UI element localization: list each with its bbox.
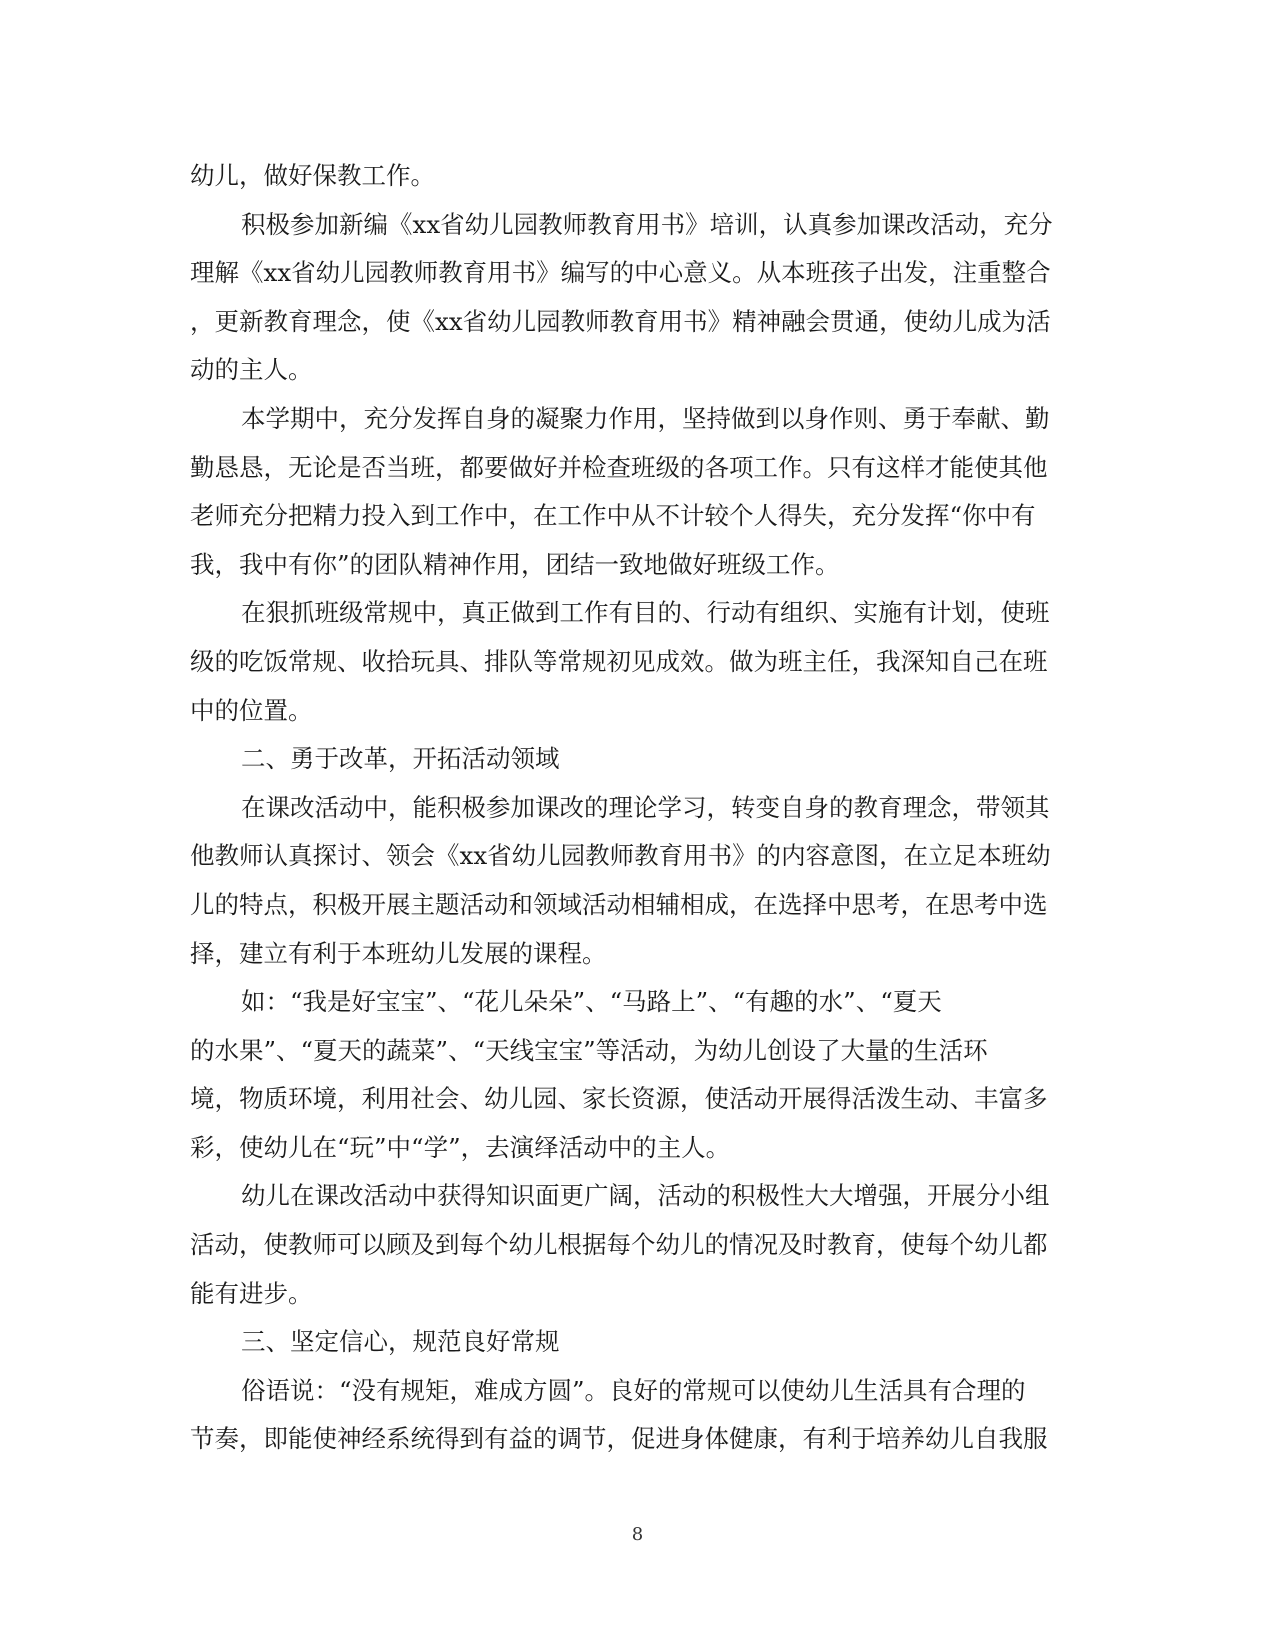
text-line: 能有进步。 xyxy=(190,1278,313,1308)
text-line: 如：“我是好宝宝”、“花儿朵朵”、“马路上”、“有趣的水”、“夏天 xyxy=(241,987,942,1017)
text-line: 的水果”、“夏天的蔬菜”、“天线宝宝”等活动，为幼儿创设了大量的生活环 xyxy=(190,1035,988,1065)
text-line: 老师充分把精力投入到工作中，在工作中从不计较个人得失，充分发挥“你中有 xyxy=(190,501,1036,531)
text-line: 在狠抓班级常规中，真正做到工作有目的、行动有组织、实施有计划，使班 xyxy=(241,598,1050,628)
text-line: 我，我中有你”的团队精神作用，团结一致地做好班级工作。 xyxy=(190,549,840,579)
text-line: 级的吃饭常规、收拾玩具、排队等常规初见成效。做为班主任，我深知自己在班 xyxy=(190,646,1048,676)
text-line: 中的位置。 xyxy=(190,695,313,725)
text-line: 他教师认真探讨、领会《xx省幼儿园教师教育用书》的内容意图，在立足本班幼 xyxy=(190,841,1051,871)
text-line: 境，物质环境，利用社会、幼儿园、家长资源，使活动开展得活泼生动、丰富多 xyxy=(190,1084,1048,1114)
body-text xyxy=(190,152,1070,1464)
page-number: 8 xyxy=(631,1524,644,1545)
text-line: ，更新教育理念，使《xx省幼儿园教师教育用书》精神融会贯通，使幼儿成为活 xyxy=(190,306,1051,336)
text-line: 彩，使幼儿在“玩”中“学”，去演绎活动中的主人。 xyxy=(190,1132,731,1162)
text-line: 幼儿在课改活动中获得知识面更广阔，活动的积极性大大增强，开展分小组 xyxy=(241,1181,1050,1211)
text-line: 幼儿，做好保教工作。 xyxy=(190,161,435,190)
text-line: 俗语说：“没有规矩，难成方圆”。良好的常规可以使幼儿生活具有合理的 xyxy=(241,1375,1026,1405)
text-line: 节奏，即能使神经系统得到有益的调节，促进身体健康，有利于培养幼儿自我服 xyxy=(190,1424,1048,1454)
text-line: 活动，使教师可以顾及到每个幼儿根据每个幼儿的情况及时教育，使每个幼儿都 xyxy=(190,1230,1048,1260)
text-line: 积极参加新编《xx省幼儿园教师教育用书》培训，认真参加课改活动，充分 xyxy=(241,209,1053,239)
text-line: 择，建立有利于本班幼儿发展的课程。 xyxy=(190,938,607,968)
text-line: 三、坚定信心，规范良好常规 xyxy=(241,1327,560,1357)
text-line: 理解《xx省幼儿园教师教育用书》编写的中心意义。从本班孩子出发，注重整合 xyxy=(190,258,1051,288)
text-line: 儿的特点，积极开展主题活动和领域活动相辅相成，在选择中思考，在思考中选 xyxy=(190,889,1048,919)
text-line: 在课改活动中，能积极参加课改的理论学习，转变自身的教育理念，带领其 xyxy=(241,792,1050,822)
text-line: 动的主人。 xyxy=(190,355,313,385)
text-line: 本学期中，充分发挥自身的凝聚力作用，坚持做到以身作则、勇于奉献、勤 xyxy=(241,403,1050,433)
text-line: 二、勇于改革，开拓活动领域 xyxy=(241,744,560,774)
text-line: 勤恳恳，无论是否当班，都要做好并检查班级的各项工作。只有这样才能使其他 xyxy=(190,452,1048,482)
